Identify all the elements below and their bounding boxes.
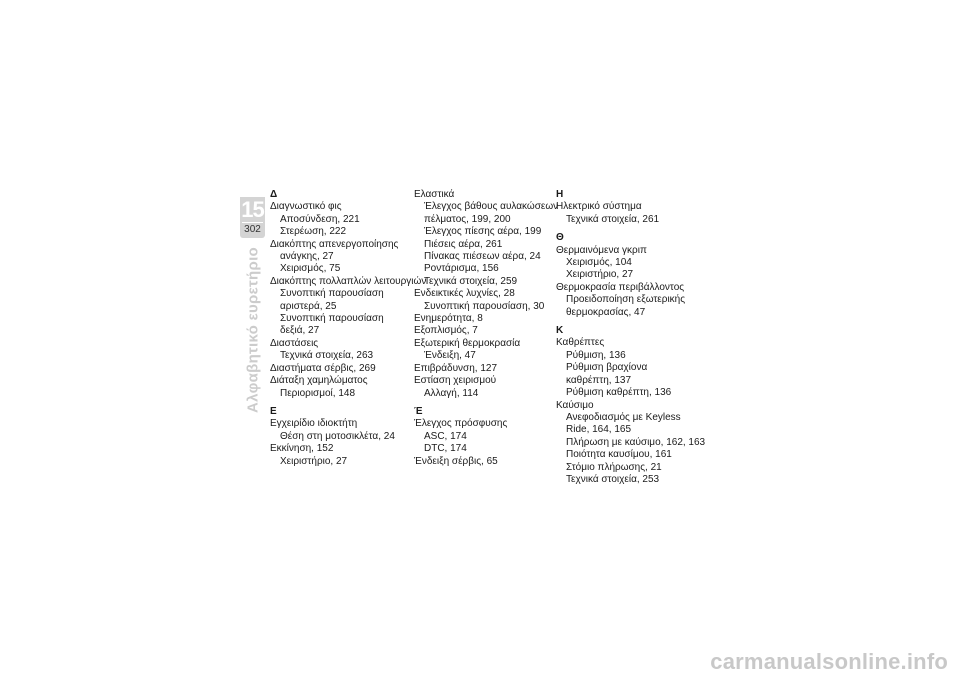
index-subentry: Ροντάρισμα, 156 [424,263,499,275]
index-subentry: Έλεγχος πίεσης αέρα, 199 [424,226,542,238]
index-entry: Εγχειρίδιο ιδιοκτήτη [270,418,358,430]
index-subentry: Ride, 164, 165 [566,424,632,436]
index-subentry: Ρύθμιση βραχίονα [566,362,648,374]
chapter-number: 15 [241,197,264,222]
index-entry: Επιβράδυνση, 127 [414,362,498,374]
index-entry: Ένδειξη σέρβις, 65 [414,455,498,467]
index-subentry: DTC, 174 [424,443,467,455]
index-subentry: Τεχνικά στοιχεία, 259 [424,275,518,287]
index-entry: Διαστάσεις [270,337,319,349]
index-column-3 [556,189,705,486]
index-subentry: ανάγκης, 27 [280,251,334,263]
index-subentry: Χειρισμός, 104 [566,257,632,269]
section-letter: Η [556,189,564,200]
index-entry: Διακόπτης πολλαπλών λειτουργιών [270,275,427,287]
index-subentry: Αλλαγή, 114 [424,387,479,399]
index-subentry: αριστερά, 25 [280,300,337,312]
chapter-tab [240,197,265,238]
index-subentry: Ανεφοδιασμός με Keyless [566,411,681,423]
index-subentry: Τεχνικά στοιχεία, 261 [566,213,660,225]
index-entry: Καθρέπτες [556,337,605,349]
index-entry: Διαστήματα σέρβις, 269 [270,362,376,374]
index-entry: Διάταξη χαμηλώματος [270,375,368,387]
index-subentry: Έλεγχος βάθους αυλακώσεων [424,201,559,213]
chapter-side-title: Αλφαβητικό ευρετήριο [244,246,262,414]
index-entry: Εκκίνηση, 152 [270,443,334,455]
index-subentry: Χειριστήριο, 27 [280,455,348,467]
index-entry: Ενδεικτικές λυχνίες, 28 [414,288,515,300]
index-entry: Διακόπτης απενεργοποίησης [270,238,399,250]
index-entry: Θερμοκρασία περιβάλλοντος [556,281,685,293]
index-entry: Ηλεκτρικό σύστημα [556,201,642,213]
index-subentry: Τεχνικά στοιχεία, 263 [280,350,374,362]
index-subentry: Προειδοποίηση εξωτερικής [566,294,686,306]
section-letter: Ε [270,405,277,417]
index-subentry: Ένδειξη, 47 [424,350,476,362]
index-entry: Εξωτερική θερμοκρασία [414,337,521,349]
index-entry: Έλεγχος πρόσφυσης [414,418,508,430]
index-entry: Θερμαινόμενα γκριπ [556,244,647,256]
index-entry: Εξοπλισμός, 7 [414,325,478,337]
index-subentry: Πιέσεις αέρα, 261 [424,238,503,250]
index-subentry: Στόμιο πλήρωσης, 21 [566,461,662,473]
index-entry: Ελαστικά [414,189,455,200]
page-number: 302 [244,224,261,235]
index-subentry: Συνοπτική παρουσίαση [280,313,384,325]
index-subentry: θερμοκρασίας, 47 [566,306,646,318]
section-letter: Θ [556,232,564,244]
index-column-2 [414,189,558,468]
section-letter: Δ [270,189,278,200]
index-subentry: Πλήρωση με καύσιμο, 162, 163 [566,436,706,448]
index-subentry: Στερέωση, 222 [280,226,347,238]
section-letter: Κ [556,325,564,337]
index-subentry: Ρύθμιση καθρέπτη, 136 [566,387,672,399]
index-subentry: δεξιά, 27 [280,325,320,337]
index-subentry: Τεχνικά στοιχεία, 253 [566,473,660,485]
index-entry: Ενημερότητα, 8 [414,313,483,325]
index-subentry: Αποσύνδεση, 221 [280,213,360,225]
index-subentry: ASC, 174 [424,430,467,442]
index-subentry: Χειριστήριο, 27 [566,269,634,281]
index-subentry: πέλματος, 199, 200 [424,213,511,225]
index-subentry: Περιορισμοί, 148 [280,387,356,399]
index-entry: Καύσιμο [556,399,594,411]
section-letter: Έ [414,405,423,417]
index-subentry: καθρέπτη, 137 [566,374,632,386]
index-subentry: Συνοπτική παρουσίαση [280,288,384,300]
index-subentry: Ρύθμιση, 136 [566,349,626,361]
chapter-divider [242,222,263,223]
index-entry: Εστίαση χειρισμού [414,375,497,387]
watermark-text: carmanualsonline.info [710,649,948,674]
index-subentry: Πίνακας πιέσεων αέρα, 24 [424,251,541,263]
index-entry: Διαγνωστικό φις [270,201,342,213]
index-subentry: Χειρισμός, 75 [280,263,341,275]
index-subentry: Συνοπτική παρουσίαση, 30 [424,300,545,312]
index-subentry: Ποιότητα καυσίμου, 161 [566,449,672,461]
index-subentry: Θέση στη μοτοσικλέτα, 24 [280,430,395,442]
index-column-1 [270,189,426,468]
